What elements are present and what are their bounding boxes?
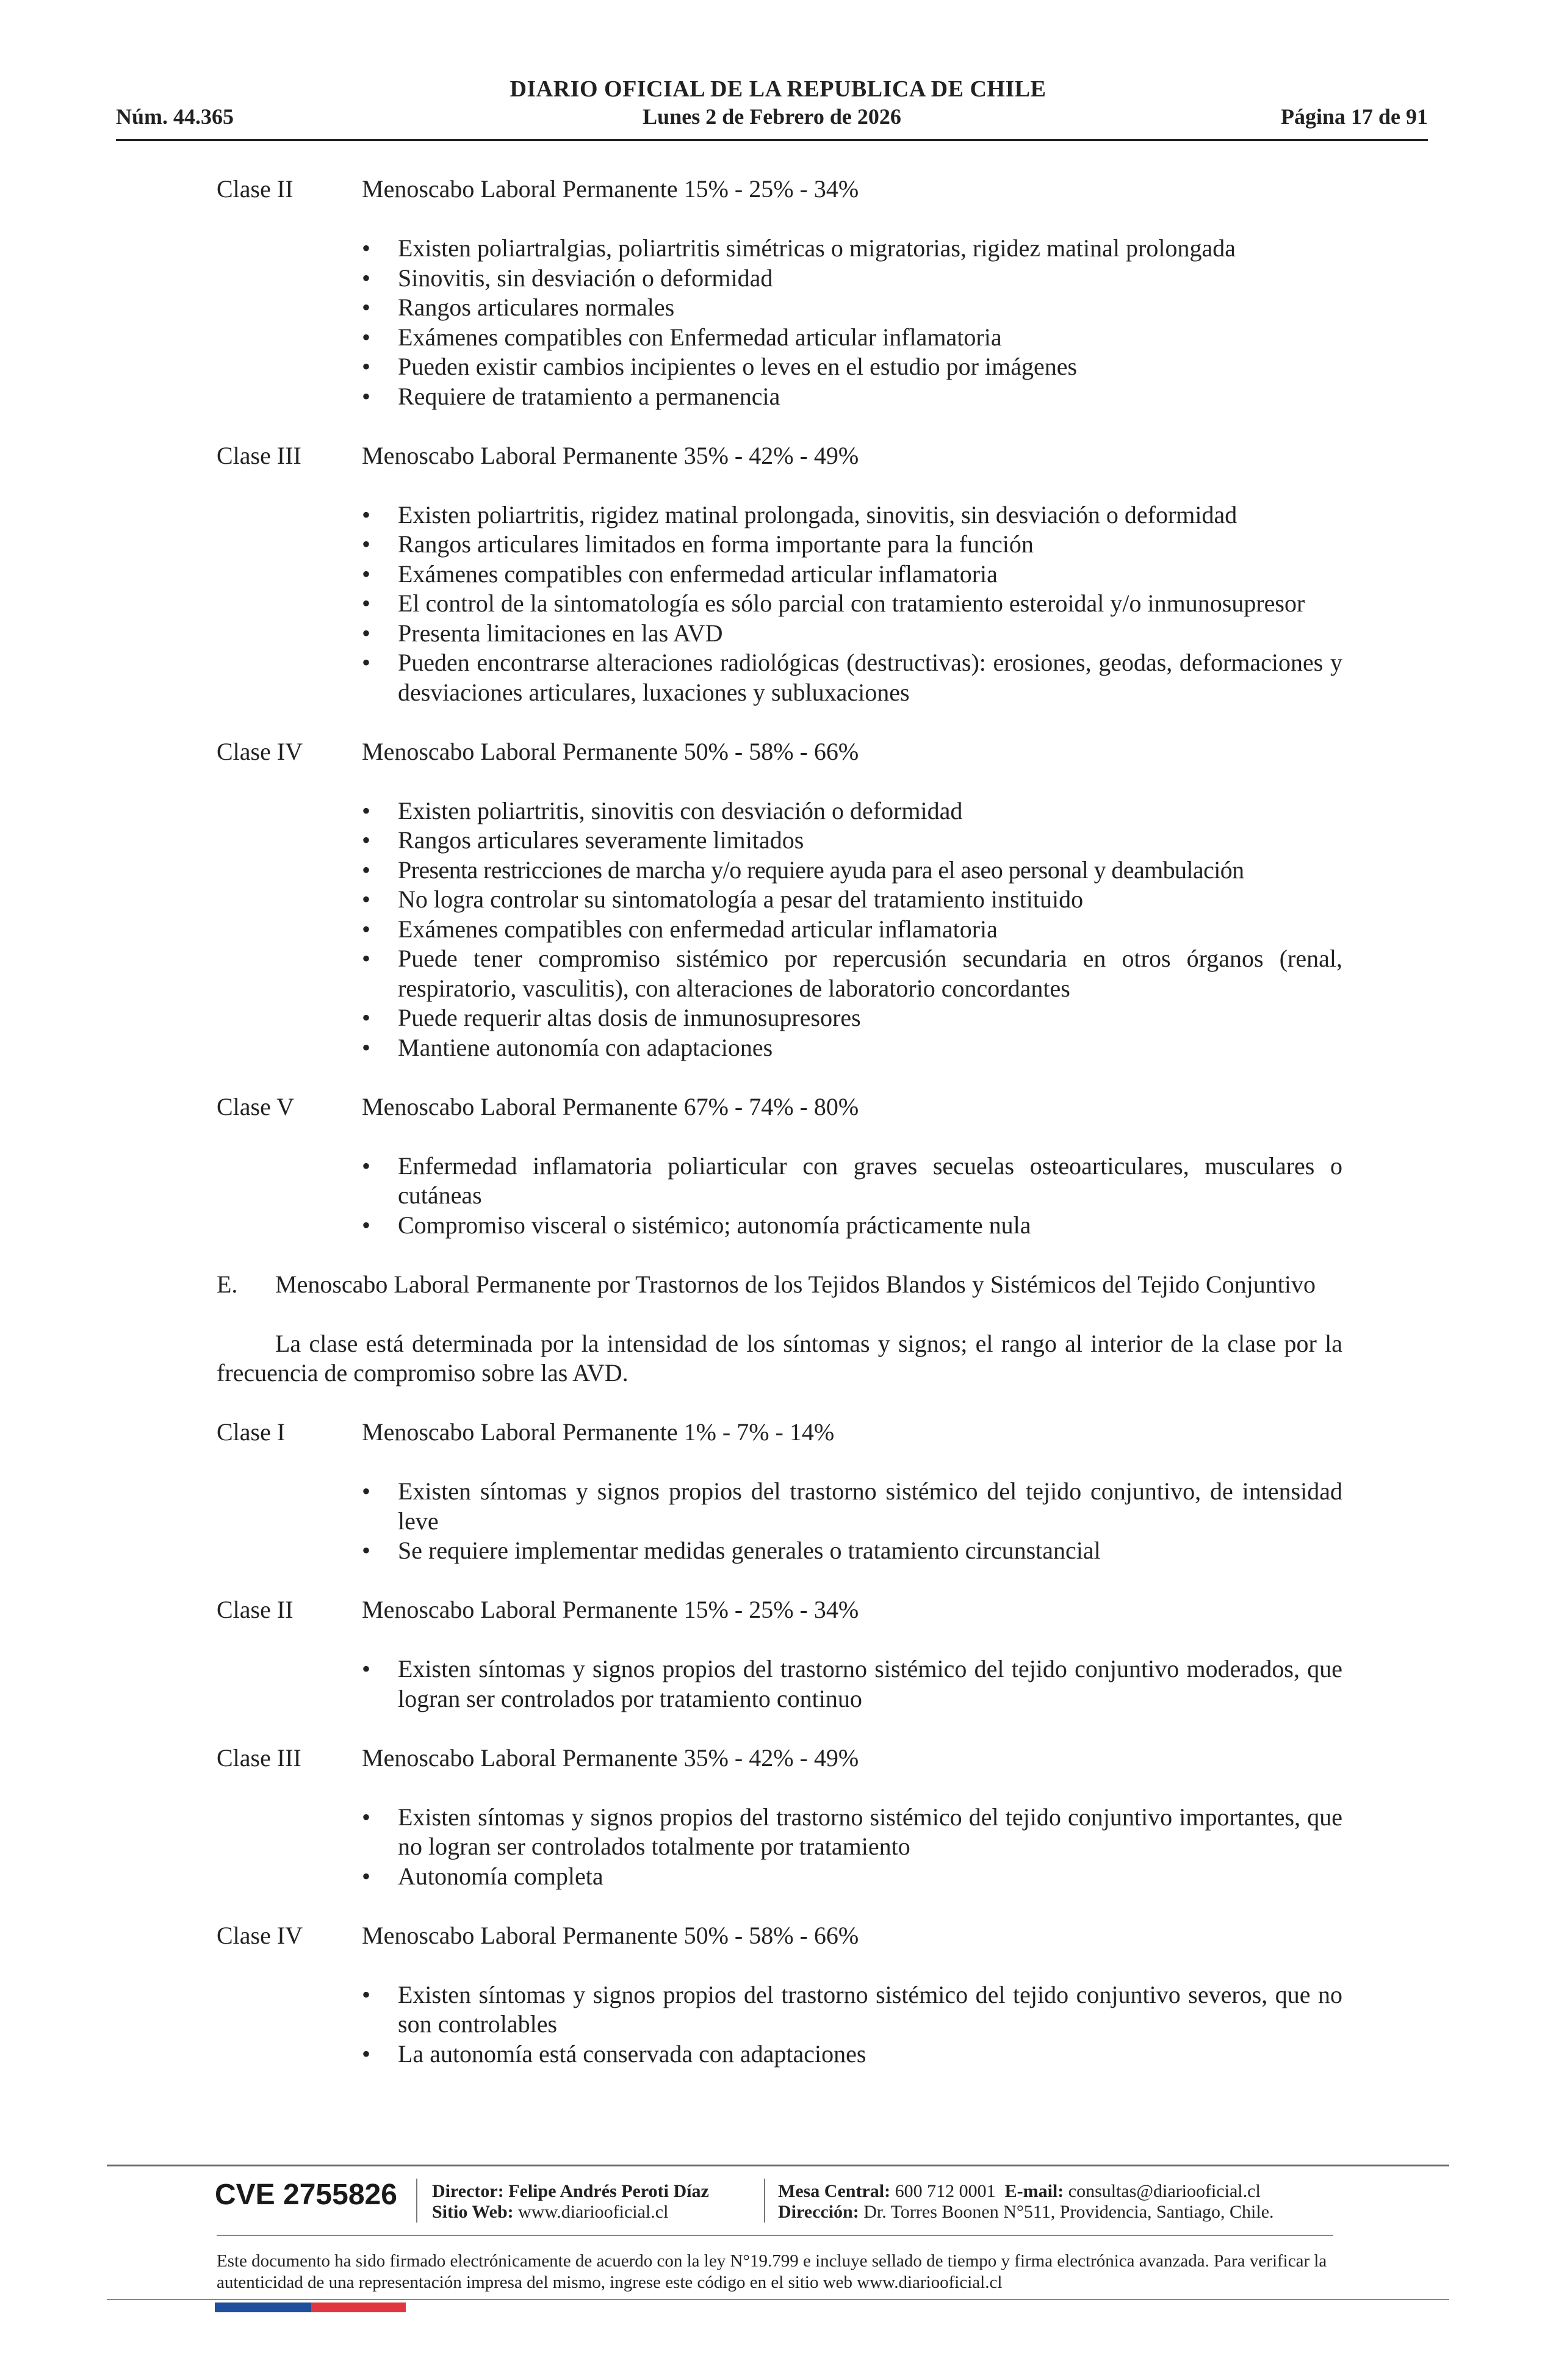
criteria-item: • Puede tener compromiso sistémico por repercusión secundaria en otros órganos (renal, respiratorio, vasculitis), con alteraciones de laboratorio concordantes [217, 944, 1342, 1003]
criteria-item: • Exámenes compatibles con Enfermedad articular inflamatoria [217, 323, 1342, 353]
criteria-item: • Existen síntomas y signos propios del trastorno sistémico del tejido conjuntivo severos, que no son controlables [217, 1980, 1342, 2039]
criteria-item: • Existen síntomas y signos propios del trastorno sistémico del tejido conjuntivo, de intensidad leve [217, 1477, 1342, 1536]
criteria-item: • Enfermedad inflamatoria poliarticular con graves secuelas osteoarticulares, musculares o cutáneas [217, 1152, 1342, 1211]
criteria-item: • Existen poliartritis, rigidez matinal prolongada, sinovitis, sin desviación o deformidad [217, 500, 1342, 530]
site-label: Sitio Web: [432, 2202, 514, 2222]
criteria-item: • Existen síntomas y signos propios del trastorno sistémico del tejido conjuntivo importantes, que no logran ser controlados totalmente por tratamiento [217, 1803, 1342, 1862]
clase-label: Clase IV [217, 737, 303, 765]
criteria-item: • Requiere de tratamiento a permanencia [217, 382, 1342, 412]
criteria-item: • Exámenes compatibles con enfermedad articular inflamatoria [217, 560, 1342, 590]
criteria-item: • Rangos articulares limitados en forma importante para la función [217, 530, 1342, 560]
footer-rule [107, 2299, 1449, 2300]
email-label: E-mail: [1004, 2181, 1064, 2201]
criteria-list [217, 1654, 1342, 1714]
footer-divider [416, 2179, 417, 2223]
clase-heading [217, 175, 1342, 204]
director-name: Felipe Andrés Peroti Díaz [508, 2181, 709, 2201]
mesa-phone: 600 712 0001 [895, 2181, 996, 2201]
criteria-item: • Existen poliartralgias, poliartritis simétricas o migratorias, rigidez matinal prolongada [217, 234, 1342, 264]
footer-director-block [432, 2181, 709, 2223]
signature-notice: Este documento ha sido firmado electrónicamente de acuerdo con la ley N°19.799 e incluye sellado de tiempo y firma electrónica avanzada. Para verificar la autenticidad de una representación impresa del mismo, ingrese este código en el sitio web www.diariooficial.cl [217, 2251, 1327, 2292]
menoscabo-range: Menoscabo Laboral Permanente 15% - 25% - 34% [362, 175, 859, 203]
criteria-item: • La autonomía está conservada con adaptaciones [217, 2039, 1342, 2069]
criteria-item: • No logra controlar su sintomatología a pesar del tratamiento instituido [217, 885, 1342, 915]
clase-heading [217, 737, 1342, 767]
issue-number: Núm. 44.365 [116, 104, 234, 129]
menoscabo-range: Menoscabo Laboral Permanente 1% - 7% - 14% [362, 1418, 835, 1446]
clase-label: Clase II [217, 175, 294, 203]
criteria-item: • Se requiere implementar medidas generales o tratamiento circunstancial [217, 1536, 1342, 1566]
menoscabo-range: Menoscabo Laboral Permanente 67% - 74% - 80% [362, 1092, 859, 1120]
page-number: Página 17 de 91 [1280, 104, 1428, 129]
clase-heading [217, 1595, 1342, 1625]
criteria-list [217, 1477, 1342, 1566]
criteria-item: • Sinovitis, sin desviación o deformidad [217, 264, 1342, 294]
criteria-item: • Puede requerir altas dosis de inmunosupresores [217, 1003, 1342, 1033]
menoscabo-range: Menoscabo Laboral Permanente 50% - 58% - 66% [362, 737, 859, 765]
criteria-item: • Pueden encontrarse alteraciones radiológicas (destructivas): erosiones, geodas, deformaciones y desviaciones articulares, luxaciones y subluxaciones [217, 648, 1342, 707]
mesa-label: Mesa Central: [778, 2181, 891, 2201]
menoscabo-range: Menoscabo Laboral Permanente 35% - 42% - 49% [362, 441, 859, 469]
clase-heading [217, 1744, 1342, 1773]
criteria-list [217, 796, 1342, 1063]
section-title: Menoscabo Laboral Permanente por Trastornos de los Tejidos Blandos y Sistémicos del Tejido Conjuntivo [275, 1270, 1316, 1298]
criteria-item: • Presenta restricciones de marcha y/o requiere ayuda para el aseo personal y deambulación [217, 856, 1342, 885]
criteria-item: • Rangos articulares severamente limitados [217, 826, 1342, 856]
footer-rule [107, 2165, 1449, 2166]
footer-rule [217, 2235, 1333, 2236]
address-label: Dirección: [778, 2202, 859, 2222]
site-link[interactable]: www.diariooficial.cl [518, 2202, 669, 2222]
criteria-list [217, 500, 1342, 708]
document-body [217, 175, 1342, 2069]
clase-label: Clase III [217, 1744, 301, 1772]
footer-divider [764, 2179, 765, 2223]
criteria-item: • Mantiene autonomía con adaptaciones [217, 1033, 1342, 1063]
clase-label: Clase I [217, 1418, 286, 1446]
criteria-item: • Pueden existir cambios incipientes o leves en el estudio por imágenes [217, 352, 1342, 382]
clase-label: Clase IV [217, 1921, 303, 1949]
section-letter: E. [217, 1270, 238, 1298]
footer-contact-block [778, 2181, 1274, 2223]
director-label: Director: [432, 2181, 504, 2201]
criteria-item: • Existen poliartritis, sinovitis con desviación o deformidad [217, 796, 1342, 826]
clase-heading [217, 1921, 1342, 1951]
criteria-item: • Autonomía completa [217, 1862, 1342, 1892]
clase-heading [217, 1418, 1342, 1448]
header-rule [116, 139, 1428, 141]
criteria-item: • Existen síntomas y signos propios del trastorno sistémico del tejido conjuntivo moderados, que logran ser controlados por tratamiento continuo [217, 1654, 1342, 1714]
clase-label: Clase II [217, 1596, 294, 1623]
email-link[interactable]: consultas@diariooficial.cl [1068, 2181, 1261, 2201]
criteria-list [217, 1803, 1342, 1892]
clase-label: Clase III [217, 441, 301, 469]
criteria-list [217, 234, 1342, 411]
criteria-item: • Presenta limitaciones en las AVD [217, 619, 1342, 649]
flag-stripe-blue [215, 2302, 311, 2312]
criteria-item: • Compromiso visceral o sistémico; autonomía prácticamente nula [217, 1211, 1342, 1241]
criteria-item: • Exámenes compatibles con enfermedad articular inflamatoria [217, 915, 1342, 945]
section-paragraph: La clase está determinada por la intensidad de los síntomas y signos; el rango al interior de la clase por la frecuencia de compromiso sobre las AVD. [217, 1329, 1342, 1387]
flag-stripe-red [311, 2302, 406, 2312]
clase-heading [217, 1092, 1342, 1122]
criteria-list [217, 1152, 1342, 1241]
menoscabo-range: Menoscabo Laboral Permanente 35% - 42% - 49% [362, 1744, 859, 1772]
criteria-item: • El control de la sintomatología es sólo parcial con tratamiento esteroidal y/o inmunosupresor [217, 589, 1342, 619]
menoscabo-range: Menoscabo Laboral Permanente 50% - 58% - 66% [362, 1921, 859, 1949]
criteria-list [217, 1980, 1342, 2069]
clase-label: Clase V [217, 1092, 295, 1120]
publication-title: DIARIO OFICIAL DE LA REPUBLICA DE CHILE [510, 76, 1046, 102]
clase-heading [217, 441, 1342, 471]
issue-date: Lunes 2 de Febrero de 2026 [643, 104, 901, 129]
criteria-item: • Rangos articulares normales [217, 293, 1342, 323]
menoscabo-range: Menoscabo Laboral Permanente 15% - 25% - 34% [362, 1596, 859, 1623]
cve-code: CVE 2755826 [215, 2179, 397, 2211]
section-heading [217, 1270, 1342, 1300]
address: Dr. Torres Boonen N°511, Providencia, Santiago, Chile. [863, 2202, 1274, 2222]
